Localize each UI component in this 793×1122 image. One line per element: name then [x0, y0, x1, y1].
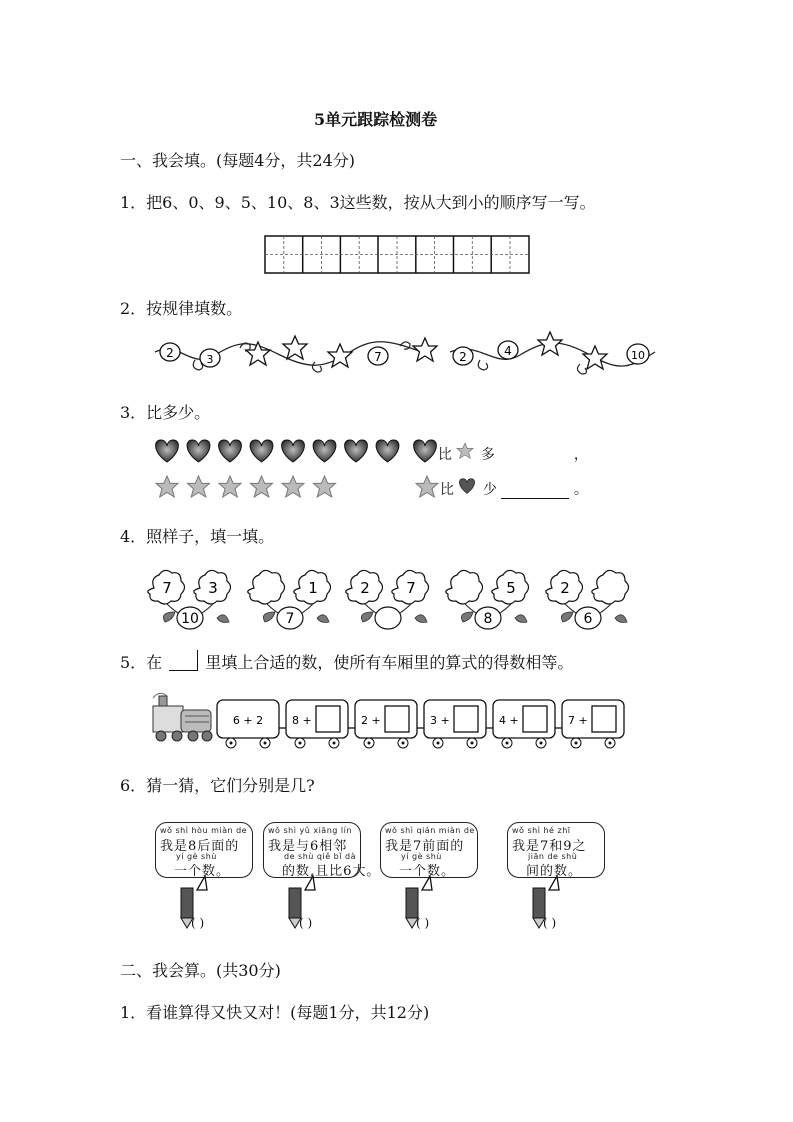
q4-left-value[interactable]: 7 [162, 579, 172, 597]
q2-row1-value: 2 [166, 346, 174, 360]
flower-group [446, 570, 529, 629]
pinyin-line: de shù qiě bǐ dà [284, 852, 356, 861]
q3-line1-a: 比 [438, 447, 452, 463]
q4-right-value[interactable]: 5 [506, 579, 516, 597]
heart-icon [345, 440, 368, 462]
q3-line1-b: 多 [480, 447, 495, 463]
q2-row2-value: 4 [504, 344, 512, 358]
train-engine-icon [153, 693, 212, 741]
heart-icon [250, 440, 273, 462]
flower-group [148, 570, 231, 629]
q5-answer-box[interactable] [592, 706, 616, 732]
q4-bottom-value[interactable]: 6 [583, 611, 593, 627]
q3-line2-end: 。 [573, 482, 588, 498]
pencil-icon [400, 874, 460, 929]
pinyin-line: yí gè shù [176, 852, 217, 861]
train-car-label: 8 + [292, 714, 312, 727]
q4-bottom-value[interactable]: 10 [181, 611, 199, 627]
train-car [555, 700, 624, 748]
train-car [417, 700, 486, 748]
pinyin-line: jiān de shù [528, 852, 578, 861]
q4-left-value[interactable]: 2 [360, 579, 370, 597]
q3-line1-end: ， [573, 447, 588, 463]
star-icon [314, 476, 336, 497]
bubble-text: 我是与6相邻 [268, 839, 348, 854]
q3-line2-b: 少 [482, 482, 497, 498]
bubble-text: 的数,且比6大。 [282, 864, 381, 879]
section1-heading: 一、我会填。(每题4分，共24分) [120, 151, 356, 170]
heart-icon [458, 478, 478, 498]
q2-text: 2．按规律填数。 [120, 299, 243, 318]
pencil-icon [527, 874, 587, 929]
flower-left-icon [446, 570, 483, 604]
q4-right-value[interactable]: 1 [308, 579, 318, 597]
q2-row2-value: 2 [459, 350, 467, 364]
q1-text: 1．把6、0、9、5、10、8、3这些数，按从大到小的顺序写一写。 [120, 193, 596, 212]
star-icon [188, 476, 210, 497]
pinyin-line: wǒ shì qián miàn de [385, 826, 475, 835]
train-car [279, 700, 348, 748]
heart-icon [219, 440, 242, 462]
answer-parentheses[interactable]: ( ) [416, 916, 430, 930]
train-car-label: 6 + 2 [232, 714, 264, 727]
q5-train-figure [145, 688, 630, 753]
answer-parentheses[interactable]: ( ) [299, 916, 313, 930]
flower-group [346, 570, 429, 629]
q4-text: 4．照样子，填一填。 [120, 527, 275, 546]
train-car-label: 2 + [361, 714, 381, 727]
q5-text-b: 里填上合适的数，使所有车厢里的算式的得数相等。 [205, 653, 574, 672]
pinyin-line: yí gè shù [401, 852, 442, 861]
bubble-text: 间的数。 [526, 864, 583, 879]
q4-flower-figure [145, 560, 645, 635]
q6-text: 6．猜一猜，它们分别是几? [120, 776, 315, 795]
star-icon [416, 476, 438, 497]
star-icon [156, 476, 178, 497]
q3-text: 3．比多少。 [120, 403, 211, 422]
q3-line2-a: 比 [440, 482, 454, 498]
answer-parentheses[interactable]: ( ) [543, 916, 557, 930]
q5-answer-box[interactable] [454, 706, 478, 732]
q5-answer-box[interactable] [316, 706, 340, 732]
star-icon [282, 476, 304, 497]
q2-blank-star-icon [413, 338, 437, 361]
train-car [486, 700, 555, 748]
q4-left-value[interactable]: 2 [560, 579, 570, 597]
speech-bubble [507, 822, 605, 878]
q4-bottom-value[interactable]: 8 [483, 611, 493, 627]
q2-pattern-vines [150, 330, 660, 380]
star-icon [219, 476, 241, 497]
speech-bubble [380, 822, 478, 878]
q2-row1-value: 7 [374, 350, 382, 364]
heart-icon [282, 440, 305, 462]
flower-left-icon [248, 570, 285, 604]
pencil-icon [175, 874, 235, 929]
train-car-label: 4 + [499, 714, 519, 727]
heart-icon [156, 440, 179, 462]
pinyin-line: wǒ shì hòu miàn de [160, 826, 248, 835]
q5-blank-box-icon [169, 650, 198, 671]
train-car [348, 700, 417, 748]
q5-text-a: 5．在 [120, 653, 163, 672]
pencil-icon [283, 874, 343, 929]
q2-blank-star-icon [538, 332, 562, 355]
train-car [217, 700, 279, 748]
q5-answer-box[interactable] [523, 706, 547, 732]
q4-right-value[interactable]: 7 [406, 579, 416, 597]
heart-icon [187, 440, 210, 462]
heart-icon [313, 440, 336, 462]
q1-answer-grid[interactable] [264, 235, 530, 275]
flower-group [546, 570, 629, 629]
train-car-label: 3 + [430, 714, 450, 727]
heart-icon [376, 440, 399, 462]
bubble-text: 一个数。 [174, 864, 231, 879]
bubble-text: 一个数。 [399, 864, 456, 879]
heart-icon [414, 440, 437, 462]
q2-blank-star-icon [328, 344, 352, 367]
page-title: 5单元跟踪检测卷 [314, 110, 438, 129]
q2-row1-value: 3 [206, 353, 214, 366]
pot-icon [375, 607, 401, 629]
flower-right-icon [592, 570, 629, 604]
q2-blank-star-icon [283, 336, 307, 359]
s2q1-text: 1．看谁算得又快又对！(每题1分，共12分) [120, 1003, 430, 1022]
q2-row2-value: 10 [631, 349, 645, 362]
bubble-text: 我是8后面的 [160, 839, 240, 854]
pinyin-line: wǒ shì yǔ xiāng lín [268, 826, 352, 835]
answer-parentheses[interactable]: ( ) [191, 916, 205, 930]
pinyin-line: wǒ shì hé zhī [512, 826, 571, 835]
flower-group [248, 570, 331, 629]
q2-blank-star-icon [583, 346, 607, 369]
q4-bottom-value[interactable]: 7 [285, 611, 295, 627]
speech-bubble [155, 822, 253, 878]
star-icon [251, 476, 273, 497]
train-car-label: 7 + [568, 714, 588, 727]
q5-answer-box[interactable] [385, 706, 409, 732]
bubble-text: 我是7和9之 [512, 839, 587, 854]
section2-heading: 二、我会算。(共30分) [120, 961, 281, 980]
q3-blank-2[interactable] [501, 484, 569, 499]
q4-right-value[interactable]: 3 [208, 579, 218, 597]
bubble-text: 我是7前面的 [385, 839, 465, 854]
speech-bubble [263, 822, 381, 879]
star-icon [456, 443, 476, 463]
